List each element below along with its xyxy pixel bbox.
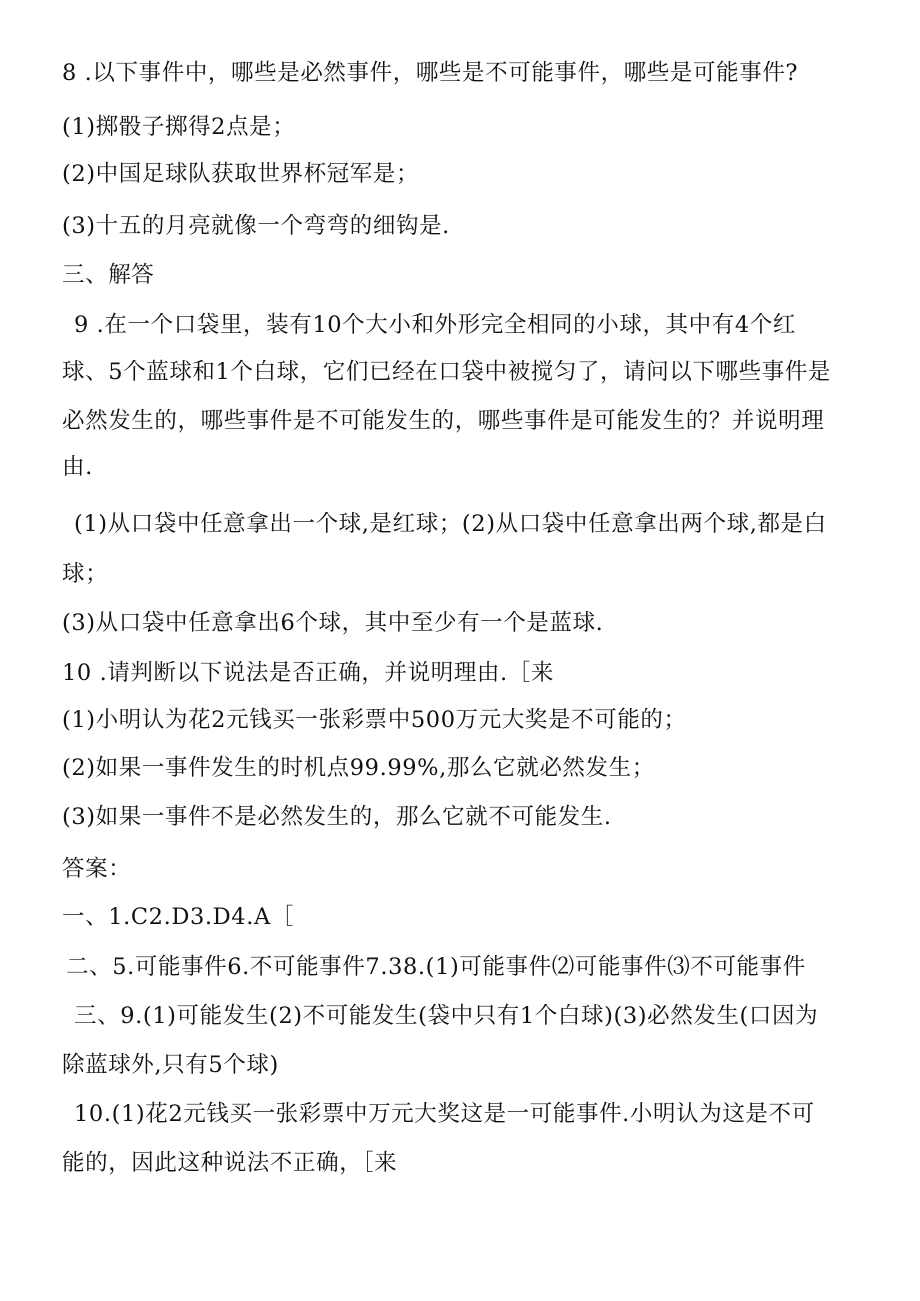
question-8-item-1: (1)掷骰子掷得2点是； <box>62 114 296 140</box>
question-9-line-4: 由. <box>62 454 93 480</box>
question-9-line-3: 必然发生的，哪些事件是不可能发生的，哪些事件是可能发生的？并说明理 <box>62 408 825 434</box>
question-10-text: 10 .请判断以下说法是否正确，并说明理由.［来 <box>62 660 554 686</box>
answer-10-line-2: 能的，因此这种说法不正确，［来 <box>62 1150 398 1176</box>
question-8-item-3: (3)十五的月亮就像一个弯弯的细钩是. <box>62 213 450 239</box>
answer-10-line-1: 10.(1)花2元钱买一张彩票中万元大奖这是一可能事件.小明认为这是不可 <box>74 1101 815 1127</box>
question-9-item-1-2: (1)从口袋中任意拿出一个球,是红球；(2)从口袋中任意拿出两个球,都是白 <box>74 511 827 537</box>
question-10-item-1: (1)小明认为花2元钱买一张彩票中500万元大奖是不可能的； <box>62 707 687 733</box>
answers-part-3-line-2: 除蓝球外,只有5个球) <box>62 1052 279 1078</box>
section-heading-answers: 三、解答 <box>62 262 155 288</box>
question-8-text: 8 .以下事件中，哪些是必然事件，哪些是不可能事件，哪些是可能事件? <box>62 60 799 86</box>
question-9-item-3: (3)从口袋中任意拿出6个球，其中至少有一个是蓝球. <box>62 610 604 636</box>
answers-part-2: 二、5.可能事件6.不可能事件7.38.(1)可能事件⑵可能事件⑶不可能事件 <box>66 954 806 980</box>
question-8-item-2: (2)中国足球队获取世界杯冠军是； <box>62 161 420 187</box>
question-9-line-2: 球、5个蓝球和1个白球，它们已经在口袋中被搅匀了，请问以下哪些事件是 <box>62 359 832 385</box>
question-10-item-3: (3)如果一事件不是必然发生的，那么它就不可能发生. <box>62 804 612 830</box>
answers-part-1: 一、1.C2.D3.D4.A［ <box>62 904 294 930</box>
question-9-line-1: 9 .在一个口袋里，装有10个大小和外形完全相同的小球，其中有4个红 <box>74 312 796 338</box>
question-10-item-2: (2)如果一事件发生的时机点99.99%,那么它就必然发生； <box>62 755 655 781</box>
answers-heading: 答案： <box>62 856 132 882</box>
answers-part-3-line-1: 三、9.(1)可能发生(2)不可能发生(袋中只有1个白球)(3)必然发生(口因为 <box>74 1003 819 1029</box>
question-9-item-2-cont: 球； <box>62 561 109 587</box>
